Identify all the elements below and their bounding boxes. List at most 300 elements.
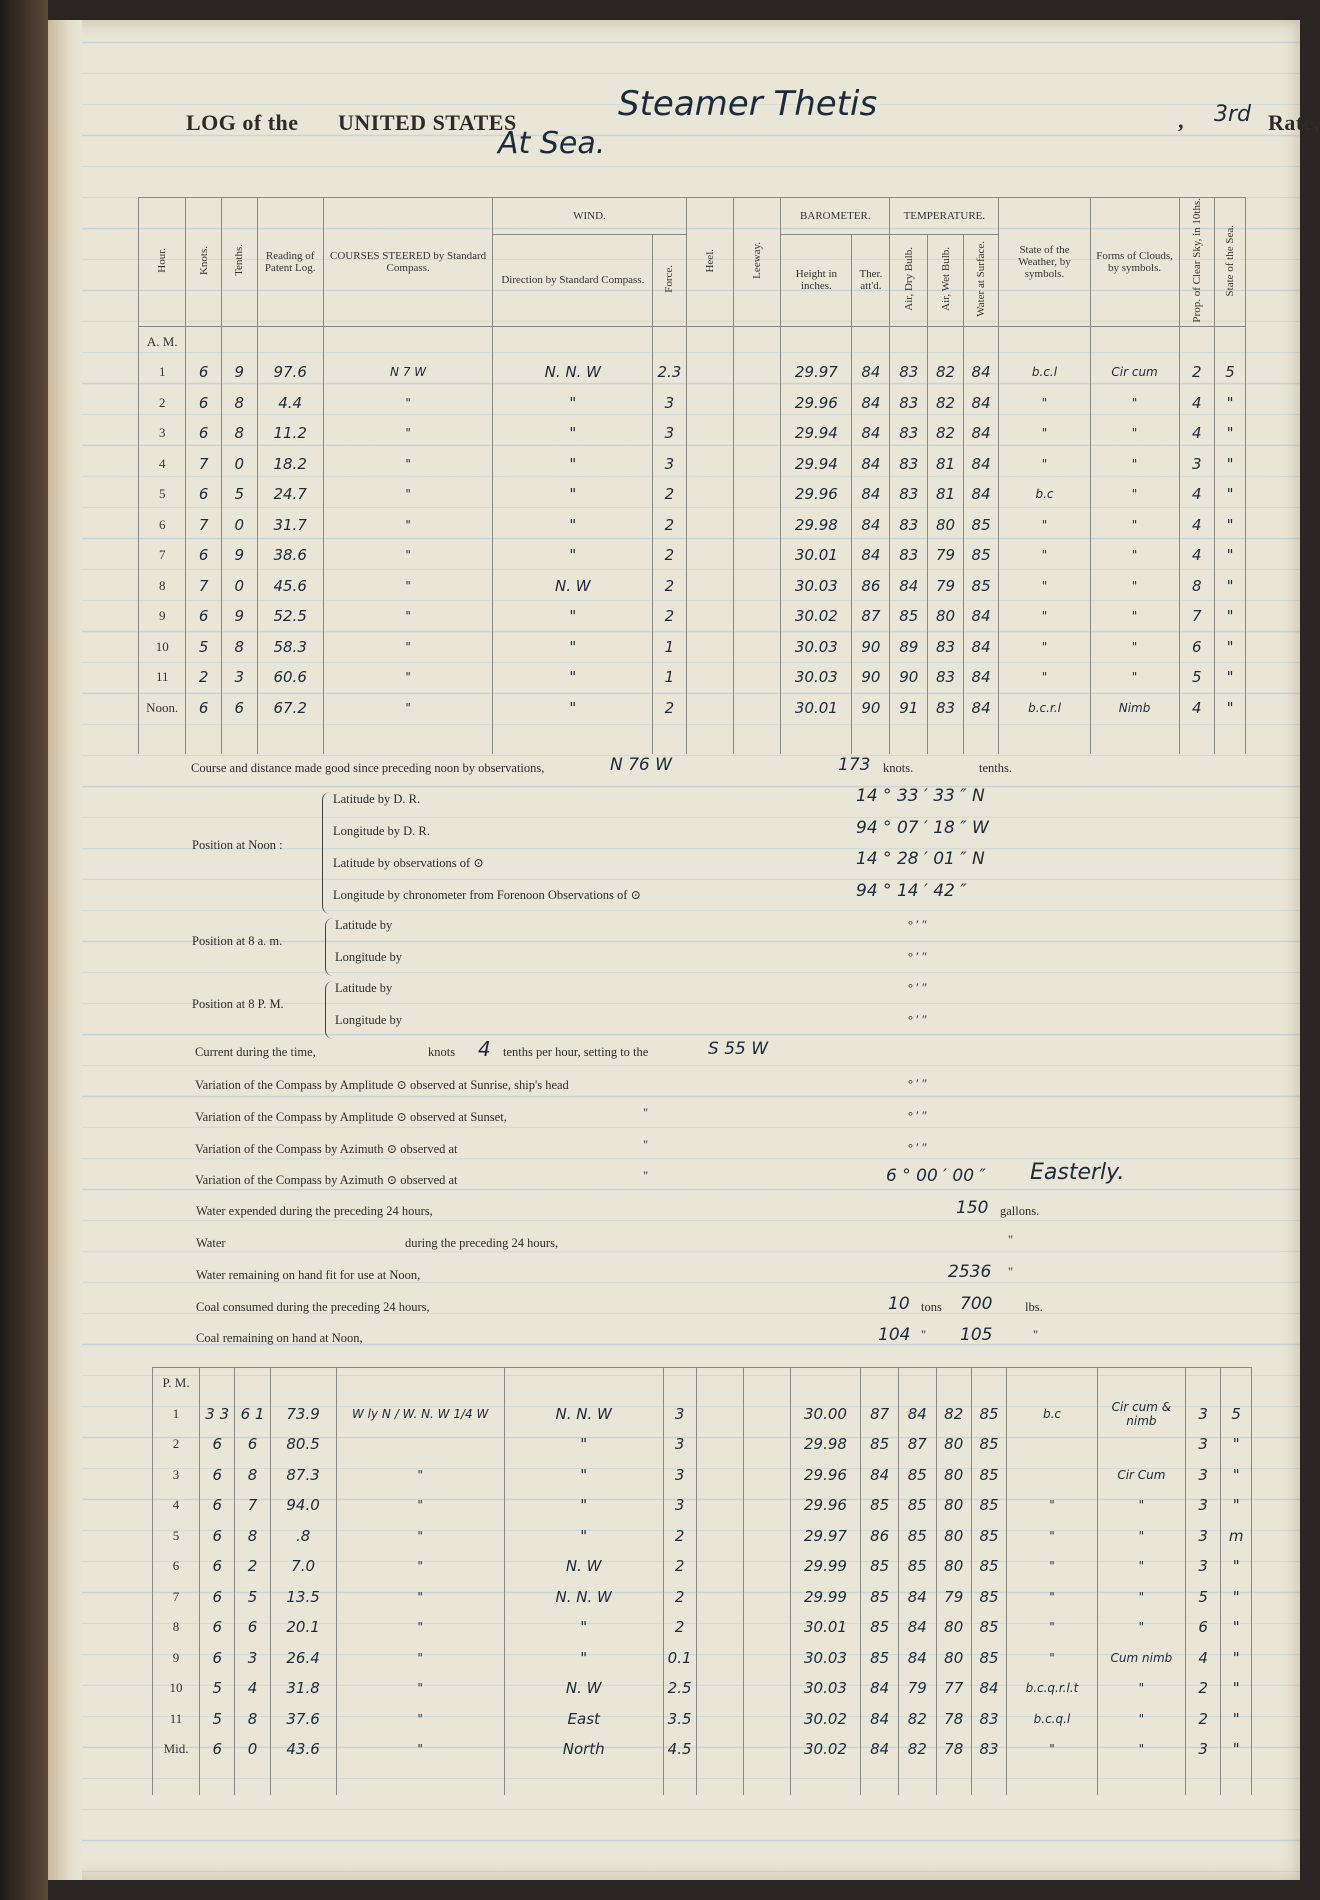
cell-weather	[1007, 1429, 1098, 1460]
cell-wind: "	[504, 1521, 663, 1552]
col-baro-height: Height in inches.	[781, 234, 852, 326]
table-row	[139, 540, 1246, 571]
cell-course: "	[336, 1673, 504, 1704]
cell-log: 94.0	[270, 1490, 336, 1521]
long-chron-label: Longitude by chronometer from Forenoon Observations of ⊙	[333, 888, 641, 902]
table-row	[153, 1643, 1252, 1674]
cell-ther: 84	[852, 388, 890, 419]
cell-course: "	[323, 693, 492, 724]
cell-hour: 1	[139, 357, 186, 388]
cell-knots: 6	[186, 601, 222, 632]
cell-sea: "	[1215, 479, 1246, 510]
cell-hour: 11	[153, 1704, 200, 1735]
cell-weather: b.c.l	[999, 357, 1090, 388]
cell-dry: 85	[898, 1490, 936, 1521]
cell-wind: East	[504, 1704, 663, 1735]
var-amp-sunset-value: ° ′ ″	[908, 1109, 928, 1123]
cell-water: 83	[971, 1734, 1006, 1765]
cell-force: 1	[653, 662, 686, 693]
cell-weather: "	[1007, 1643, 1098, 1674]
cell-knots: 7	[186, 449, 222, 480]
cell-baro: 29.98	[790, 1429, 861, 1460]
cell-clouds: "	[1097, 1734, 1185, 1765]
cell-knots: 7	[186, 510, 222, 541]
cell-water: 84	[963, 662, 999, 693]
cell-clouds: "	[1090, 449, 1179, 480]
cell-ther: 84	[861, 1673, 899, 1704]
table-row	[153, 1673, 1252, 1704]
cell-empty	[743, 1582, 790, 1613]
cell-tenths: 4	[235, 1673, 270, 1704]
table-row	[139, 357, 1246, 388]
cell-force: 2	[663, 1612, 696, 1643]
cell-sky: 4	[1179, 388, 1215, 419]
cell-water: 84	[963, 418, 999, 449]
cell-wet: 80	[936, 1643, 971, 1674]
col-barometer: BAROMETER.	[781, 198, 890, 235]
cell-empty	[696, 1490, 743, 1521]
cell-empty	[733, 601, 780, 632]
cell-tenths: 7	[235, 1490, 270, 1521]
cell-hour: 3	[139, 418, 186, 449]
cell-hour: 7	[153, 1582, 200, 1613]
cell-wet: 83	[928, 693, 964, 724]
cell-dry: 83	[890, 540, 928, 571]
cell-course: "	[323, 601, 492, 632]
col-clear-sky: Prop. of Clear Sky, in 10ths.	[1179, 198, 1215, 327]
col-tenths: Tenths.	[221, 198, 257, 327]
cell-wet: 79	[928, 571, 964, 602]
cell-log: 45.6	[257, 571, 323, 602]
cell-weather: b.c.q.l	[1007, 1704, 1098, 1735]
var-amp-sunrise-value: ° ′ ″	[908, 1077, 928, 1091]
cell-force: 2.3	[653, 357, 686, 388]
cell-ther: 90	[852, 693, 890, 724]
cell-empty	[743, 1551, 790, 1582]
cell-course: "	[323, 540, 492, 571]
cell-wet: 78	[936, 1734, 971, 1765]
cell-hour: 4	[139, 449, 186, 480]
position-8am-label: Position at 8 a. m.	[192, 934, 283, 948]
cell-baro: 30.00	[790, 1399, 861, 1430]
cell-empty	[733, 571, 780, 602]
cell-wind: "	[504, 1612, 663, 1643]
cell-empty	[686, 357, 733, 388]
cell-tenths: 2	[235, 1551, 270, 1582]
table-row-spacer	[153, 1765, 1252, 1796]
cell-weather: "	[999, 418, 1090, 449]
cell-knots: 2	[186, 662, 222, 693]
cell-wet: 80	[936, 1460, 971, 1491]
cell-ther: 90	[852, 662, 890, 693]
cell-wet: 82	[928, 357, 964, 388]
lbs-label: lbs.	[1025, 1300, 1043, 1314]
cell-wind: N. N. W	[504, 1399, 663, 1430]
cell-tenths: 8	[235, 1521, 270, 1552]
cell-dry: 91	[890, 693, 928, 724]
cell-log: 97.6	[257, 357, 323, 388]
cell-clouds: "	[1097, 1704, 1185, 1735]
ship-location: At Sea.	[498, 126, 606, 161]
cell-wind: North	[504, 1734, 663, 1765]
cell-wind: "	[493, 693, 653, 724]
position-8am-lat: Latitude by	[335, 918, 393, 932]
cell-tenths: 8	[235, 1704, 270, 1735]
cell-force: 3	[663, 1399, 696, 1430]
var-azi-2-value: 6 ° 00 ′ 00 ″	[886, 1166, 986, 1186]
cell-weather: "	[1007, 1612, 1098, 1643]
lat-obs-label: Latitude by observations of ⊙	[333, 856, 484, 870]
cell-force: 1	[653, 632, 686, 663]
cell-course: "	[323, 510, 492, 541]
cell-tenths: 8	[221, 388, 257, 419]
var-amp-sunset-ditto: "	[643, 1106, 649, 1120]
cell-course: "	[336, 1643, 504, 1674]
cell-empty	[686, 662, 733, 693]
cell-wind: N. N. W	[504, 1582, 663, 1613]
am-label: A. M.	[139, 326, 186, 357]
cell-wet: 83	[928, 632, 964, 663]
cell-clouds: Cir Cum	[1097, 1460, 1185, 1491]
cell-tenths: 6	[221, 693, 257, 724]
cell-knots: 6	[200, 1643, 235, 1674]
cell-knots: 6	[200, 1551, 235, 1582]
cell-sky: 6	[1186, 1612, 1221, 1643]
cell-knots: 6	[186, 418, 222, 449]
cell-hour: 2	[139, 388, 186, 419]
cell-dry: 87	[898, 1429, 936, 1460]
cell-water: 85	[963, 540, 999, 571]
cell-tenths: 9	[221, 540, 257, 571]
cell-log: 38.6	[257, 540, 323, 571]
cell-sea: "	[1221, 1612, 1252, 1643]
cell-empty	[733, 449, 780, 480]
cell-wet: 77	[936, 1673, 971, 1704]
position-8pm-lat: Latitude by	[335, 981, 393, 995]
cell-water: 85	[971, 1490, 1006, 1521]
cell-knots: 6	[200, 1490, 235, 1521]
cell-log: 52.5	[257, 601, 323, 632]
cell-sky: 3	[1186, 1429, 1221, 1460]
cell-dry: 83	[890, 388, 928, 419]
cell-clouds: "	[1090, 418, 1179, 449]
pm-label: P. M.	[153, 1368, 200, 1399]
cell-empty	[696, 1612, 743, 1643]
cell-force: 2	[653, 540, 686, 571]
cell-sea: "	[1215, 632, 1246, 663]
cell-ther: 85	[861, 1582, 899, 1613]
cell-baro: 29.96	[790, 1490, 861, 1521]
current-knots-label: knots	[428, 1045, 456, 1059]
cell-water: 84	[963, 601, 999, 632]
cell-sea: "	[1221, 1734, 1252, 1765]
cell-sky: 3	[1179, 449, 1215, 480]
cell-empty	[743, 1490, 790, 1521]
cell-baro: 29.97	[790, 1521, 861, 1552]
cell-log: 31.8	[270, 1673, 336, 1704]
cell-knots: 5	[200, 1673, 235, 1704]
cell-clouds: "	[1090, 601, 1179, 632]
cell-force: 2	[653, 510, 686, 541]
col-weather: State of the Weather, by symbols.	[999, 198, 1090, 327]
cell-log: 26.4	[270, 1643, 336, 1674]
table-row	[153, 1460, 1252, 1491]
cell-knots: 5	[200, 1704, 235, 1735]
cell-hour: Mid.	[153, 1734, 200, 1765]
water-remaining-label: Water remaining on hand fit for use at Noon,	[196, 1268, 421, 1282]
cell-water: 84	[971, 1673, 1006, 1704]
cell-course: "	[336, 1704, 504, 1735]
cell-weather: "	[999, 632, 1090, 663]
col-water-surface: Water at Surface.	[963, 234, 999, 326]
cell-ther: 84	[852, 418, 890, 449]
cell-knots: 6	[186, 479, 222, 510]
cell-sea: "	[1215, 601, 1246, 632]
cell-knots: 6	[186, 540, 222, 571]
cell-knots: 6	[200, 1612, 235, 1643]
cell-baro: 30.01	[781, 540, 852, 571]
position-8am-brace	[325, 918, 334, 976]
cell-clouds: "	[1090, 540, 1179, 571]
cell-ther: 84	[861, 1704, 899, 1735]
cell-sky: 4	[1186, 1643, 1221, 1674]
cell-course: "	[336, 1521, 504, 1552]
cell-dry: 84	[898, 1612, 936, 1643]
cell-empty	[686, 479, 733, 510]
col-air-wet: Air, Wet Bulb.	[928, 234, 964, 326]
cell-log: 4.4	[257, 388, 323, 419]
cell-ther: 87	[861, 1399, 899, 1430]
cell-dry: 83	[890, 510, 928, 541]
cell-empty	[686, 449, 733, 480]
table-row	[153, 1521, 1252, 1552]
cell-course: "	[336, 1612, 504, 1643]
cell-hour: 4	[153, 1490, 200, 1521]
cell-hour: Noon.	[139, 693, 186, 724]
cell-baro: 29.97	[781, 357, 852, 388]
cell-empty	[733, 357, 780, 388]
cell-baro: 29.94	[781, 418, 852, 449]
cell-wet: 80	[936, 1521, 971, 1552]
position-8pm-lat-value: ° ′ ″	[908, 981, 928, 995]
cell-sea: "	[1221, 1429, 1252, 1460]
cell-tenths: 8	[221, 632, 257, 663]
cell-clouds: "	[1090, 662, 1179, 693]
cell-water: 84	[963, 693, 999, 724]
united-states-label: UNITED STATES	[338, 110, 517, 135]
cell-wind: "	[504, 1429, 663, 1460]
cell-ther: 86	[861, 1521, 899, 1552]
cell-dry: 90	[890, 662, 928, 693]
cell-wet: 80	[936, 1612, 971, 1643]
var-amp-sunset: Variation of the Compass by Amplitude ⊙ observed at Sunset,	[195, 1110, 507, 1124]
position-8am-lat-value: ° ′ ″	[908, 918, 928, 932]
cell-empty	[733, 540, 780, 571]
cell-weather: "	[1007, 1490, 1098, 1521]
cell-dry: 83	[890, 357, 928, 388]
cell-dry: 79	[898, 1673, 936, 1704]
var-amp-sunrise: Variation of the Compass by Amplitude ⊙ observed at Sunrise, ship's head	[195, 1078, 569, 1092]
cell-clouds: "	[1097, 1490, 1185, 1521]
cell-empty	[743, 1429, 790, 1460]
col-baro-ther: Ther. att'd.	[852, 234, 890, 326]
position-8pm-label: Position at 8 P. M.	[192, 997, 284, 1011]
coal-consumed-lbs: 700	[960, 1294, 993, 1314]
water-remaining-value: 2536	[948, 1262, 992, 1282]
cell-weather: "	[1007, 1551, 1098, 1582]
cell-sky: 4	[1179, 479, 1215, 510]
cell-dry: 85	[898, 1460, 936, 1491]
table-row	[139, 571, 1246, 602]
col-wind: WIND.	[493, 198, 686, 235]
cell-course: "	[323, 388, 492, 419]
cell-course: "	[323, 449, 492, 480]
table-row	[153, 1551, 1252, 1582]
cell-ther: 84	[861, 1734, 899, 1765]
cell-hour: 5	[153, 1521, 200, 1552]
cell-wind: "	[493, 540, 653, 571]
cell-empty	[686, 540, 733, 571]
cell-sky: 8	[1179, 571, 1215, 602]
cell-empty	[686, 632, 733, 663]
cell-tenths: 0	[221, 449, 257, 480]
cell-log: 67.2	[257, 693, 323, 724]
cell-wet: 80	[936, 1551, 971, 1582]
cell-hour: 5	[139, 479, 186, 510]
cell-empty	[733, 693, 780, 724]
cell-weather	[1007, 1460, 1098, 1491]
book-spine	[0, 0, 48, 1900]
cell-sky: 7	[1179, 601, 1215, 632]
cell-knots: 6	[186, 357, 222, 388]
position-8pm-brace	[325, 981, 334, 1039]
cell-tenths: 8	[221, 418, 257, 449]
cell-course: "	[336, 1551, 504, 1582]
cell-course: "	[323, 632, 492, 663]
cell-ther: 84	[852, 449, 890, 480]
rate-value: 3rd	[1214, 102, 1252, 127]
cell-wet: 80	[936, 1490, 971, 1521]
cell-force: 2.5	[663, 1673, 696, 1704]
cell-course: "	[336, 1490, 504, 1521]
cell-empty	[743, 1734, 790, 1765]
cell-sky: 2	[1179, 357, 1215, 388]
cell-clouds: "	[1097, 1551, 1185, 1582]
cell-clouds: "	[1090, 632, 1179, 663]
cell-water: 85	[971, 1521, 1006, 1552]
gallons-label: gallons.	[1000, 1204, 1040, 1218]
lat-dr-value: 14 ° 33 ′ 33 ″ N	[856, 786, 985, 806]
table-row	[153, 1429, 1252, 1460]
cell-course: "	[336, 1734, 504, 1765]
cell-weather: "	[999, 510, 1090, 541]
cell-force: 3	[653, 449, 686, 480]
cell-wind: "	[493, 388, 653, 419]
cell-hour: 10	[153, 1673, 200, 1704]
cell-hour: 6	[153, 1551, 200, 1582]
cell-weather: "	[999, 662, 1090, 693]
cell-baro: 29.96	[781, 388, 852, 419]
cell-clouds: "	[1090, 388, 1179, 419]
col-air-dry: Air, Dry Bulb.	[890, 234, 928, 326]
table-row	[139, 479, 1246, 510]
cell-ther: 86	[852, 571, 890, 602]
pm-log-table	[152, 1367, 1252, 1795]
cell-empty	[686, 601, 733, 632]
cell-water: 85	[971, 1429, 1006, 1460]
cell-weather: "	[1007, 1582, 1098, 1613]
cell-wet: 80	[936, 1429, 971, 1460]
cell-tenths: 6	[235, 1429, 270, 1460]
table-row	[139, 510, 1246, 541]
cell-log: 31.7	[257, 510, 323, 541]
table-row	[139, 632, 1246, 663]
cell-baro: 30.03	[781, 632, 852, 663]
cell-hour: 2	[153, 1429, 200, 1460]
cell-empty	[696, 1704, 743, 1735]
cell-sea: "	[1215, 693, 1246, 724]
cell-knots: 7	[186, 571, 222, 602]
cell-weather: b.c	[999, 479, 1090, 510]
cell-dry: 85	[890, 601, 928, 632]
cell-sky: 4	[1179, 540, 1215, 571]
cell-weather: "	[999, 540, 1090, 571]
ship-name: Steamer Thetis	[618, 84, 878, 124]
cell-clouds: Cum nimb	[1097, 1643, 1185, 1674]
table-row	[153, 1582, 1252, 1613]
cell-force: 3	[663, 1429, 696, 1460]
cell-sky: 4	[1179, 418, 1215, 449]
cell-baro: 29.99	[790, 1582, 861, 1613]
table-row	[139, 449, 1246, 480]
cell-log: 60.6	[257, 662, 323, 693]
position-noon-brace	[322, 792, 331, 914]
cell-wet: 80	[928, 510, 964, 541]
cell-sky: 4	[1179, 510, 1215, 541]
cell-ther: 84	[852, 357, 890, 388]
cell-hour: 8	[139, 571, 186, 602]
cell-sea: "	[1215, 510, 1246, 541]
cell-dry: 83	[890, 479, 928, 510]
col-heel: Heel.	[686, 198, 733, 327]
cell-hour: 10	[139, 632, 186, 663]
cell-empty	[686, 388, 733, 419]
table-row	[139, 388, 1246, 419]
cell-empty	[743, 1460, 790, 1491]
coal-consumed-label: Coal consumed during the preceding 24 hours,	[196, 1300, 430, 1314]
lat-obs-value: 14 ° 28 ′ 01 ″ N	[856, 849, 985, 869]
col-patent-log: Reading of Patent Log.	[257, 198, 323, 327]
cell-baro: 30.03	[790, 1643, 861, 1674]
cell-baro: 30.01	[790, 1612, 861, 1643]
cell-tenths: 6	[235, 1612, 270, 1643]
cell-sky: 4	[1179, 693, 1215, 724]
cell-ther: 90	[852, 632, 890, 663]
cell-weather: "	[1007, 1734, 1098, 1765]
distance-value: 173	[838, 755, 871, 775]
cell-tenths: 5	[235, 1582, 270, 1613]
cell-clouds: "	[1090, 479, 1179, 510]
water-label: Water	[196, 1236, 226, 1250]
var-azi-1: Variation of the Compass by Azimuth ⊙ observed at	[195, 1142, 458, 1156]
cell-log: 13.5	[270, 1582, 336, 1613]
cell-log: 7.0	[270, 1551, 336, 1582]
cell-tenths: 3	[221, 662, 257, 693]
cell-water: 84	[963, 388, 999, 419]
cell-tenths: 8	[235, 1460, 270, 1491]
cell-weather: b.c.q.r.l.t	[1007, 1673, 1098, 1704]
cell-log: 20.1	[270, 1612, 336, 1643]
